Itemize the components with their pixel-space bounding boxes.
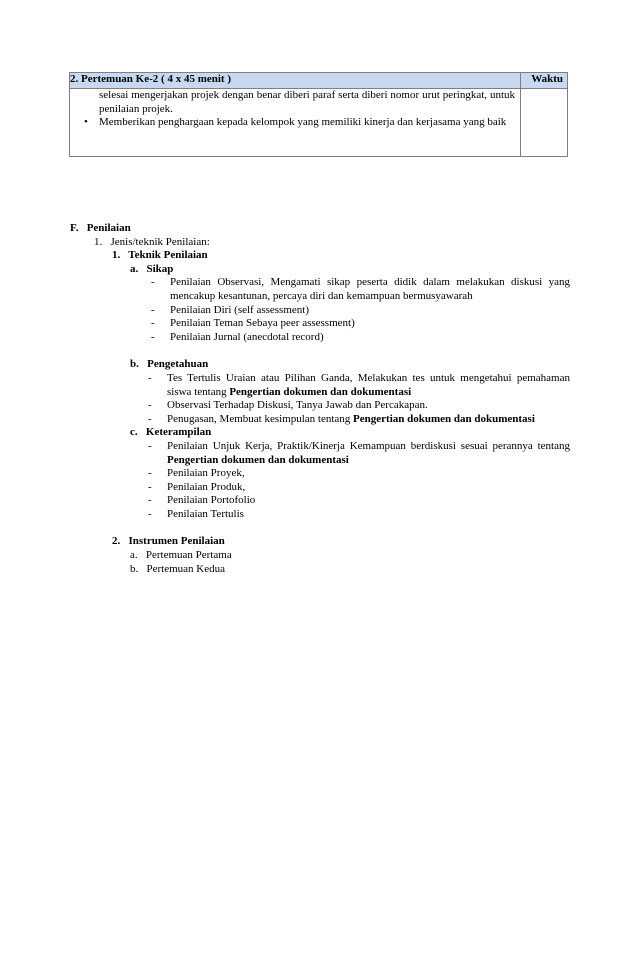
list-item: - Observasi Terhadap Diskusi, Tanya Jawab dan Percakapan.	[148, 399, 428, 412]
list-item: a. Pertemuan Pertama	[130, 549, 232, 562]
dash-icon: -	[148, 480, 152, 493]
sub-heading: 1. Teknik Penilaian	[112, 249, 208, 262]
dash-icon: -	[151, 303, 155, 316]
dash-icon: -	[148, 439, 152, 452]
dash-icon: -	[148, 494, 152, 507]
keterampilan-list	[70, 440, 570, 522]
meeting-table	[69, 72, 568, 157]
sub-heading: 2. Instrumen Penilaian	[112, 535, 225, 548]
meeting-header: 2. Pertemuan Ke-2 ( 4 x 45 menit )	[70, 73, 521, 89]
list-item	[84, 116, 515, 130]
dash-icon: -	[148, 371, 152, 384]
dash-icon: -	[148, 467, 152, 480]
dash-icon: -	[151, 330, 155, 343]
list-item: - Penilaian Observasi, Mengamati sikap peserta didik dalam melakukan diskusi yang mencakup kesantunan, percaya diri dan kemampuan bermusyawarah	[151, 276, 570, 302]
list-item: - Tes Tertulis Uraian atau Pilihan Ganda, Melakukan tes untuk mengetahui pemahaman siswa tentang Pengertian dokumen dan dokumentasi	[148, 371, 570, 398]
list-item: - Penilaian Proyek,	[148, 467, 245, 480]
list-item: - Penilaian Unjuk Kerja, Praktik/Kinerja Kemampuan berdiskusi sesuai perannya tentang Pengertian dokumen dan dokumentasi	[148, 439, 570, 466]
dash-icon: -	[151, 317, 155, 330]
assessment-section	[70, 222, 570, 576]
table-body-row	[70, 89, 568, 157]
sub-heading: c. Keterampilan	[130, 426, 212, 439]
table-header-row	[70, 73, 568, 89]
list-item: 1. Jenis/teknik Penilaian:	[94, 235, 210, 248]
pengetahuan-list	[70, 372, 570, 426]
time-cell	[521, 89, 568, 157]
bullet-icon: •	[84, 116, 88, 129]
list-item: - Penilaian Diri (self assessment)	[151, 303, 309, 316]
bullet-text: Memberikan penghargaan kepada kelompok yang memiliki kinerja dan kerjasama yang baik	[99, 116, 507, 129]
dash-icon: -	[148, 507, 152, 520]
dash-icon: -	[148, 412, 152, 425]
list-item: - Penilaian Produk,	[148, 480, 246, 493]
list-item: - Penilaian Tertulis	[148, 507, 244, 520]
dash-icon: -	[151, 276, 155, 289]
continued-text: selesai mengerjakan projek dengan benar diberi paraf serta diberi nomor urut peringkat, untuk penilaian projek.	[99, 89, 515, 115]
list-item: b. Pertemuan Kedua	[130, 562, 225, 575]
list-item: - Penugasan, Membuat kesimpulan tentang Pengertian dokumen dan dokumentasi	[148, 412, 535, 425]
section-heading: F. Penilaian	[70, 222, 131, 234]
sub-heading: a. Sikap	[130, 262, 174, 275]
activity-cell	[70, 89, 521, 157]
list-item: - Penilaian Teman Sebaya peer assessment)	[151, 317, 355, 330]
list-item: - Penilaian Portofolio	[148, 494, 256, 507]
sikap-list	[70, 276, 570, 344]
time-header: Waktu	[521, 73, 568, 89]
dash-icon: -	[148, 399, 152, 412]
sub-heading: b. Pengetahuan	[130, 358, 209, 371]
list-item: - Penilaian Jurnal (anecdotal record)	[151, 330, 324, 343]
